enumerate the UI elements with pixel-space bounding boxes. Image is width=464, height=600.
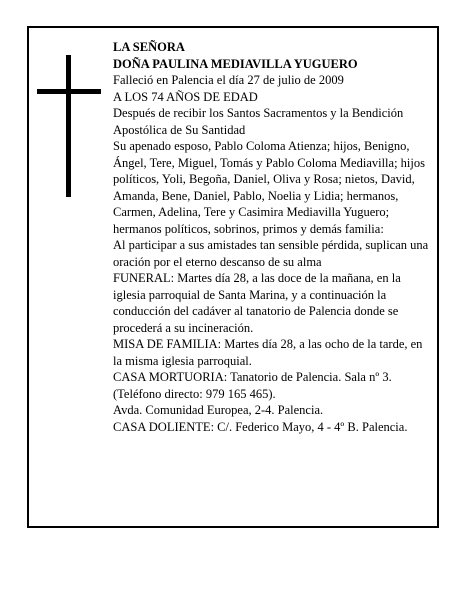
cross-icon: [66, 55, 71, 197]
notice-title: LA SEÑORA: [113, 40, 185, 54]
funeral-details: FUNERAL: Martes día 28, a las doce de la mañana, en la iglesia parroquial de Santa Marina, y a continuación la conducción del cadáver al tanatorio de Palencia donde se procederá a su incineración.: [113, 271, 401, 335]
obituary-text: [113, 39, 433, 435]
sacraments-statement: Después de recibir los Santos Sacramentos y la Bendición Apostólica de Su Santidad: [113, 106, 404, 137]
prayer-request: Al participar a sus amistades tan sensible pérdida, suplican una oración por el eterno descanso de su alma: [113, 238, 429, 269]
family-mass-details: MISA DE FAMILIA: Martes día 28, a las ocho de la tarde, en la misma iglesia parroquial.: [113, 337, 423, 368]
deceased-name: DOÑA PAULINA MEDIAVILLA YUGUERO: [113, 56, 358, 71]
age-statement: A LOS 74 AÑOS DE EDAD: [113, 89, 258, 104]
death-statement: Falleció en Palencia el día 27 de julio de 2009: [113, 73, 344, 87]
mortuary-details: CASA MORTUORIA: Tanatorio de Palencia. Sala nº 3. (Teléfono directo: 979 165 465).: [113, 370, 392, 401]
cross-icon-bar: [37, 89, 101, 94]
family-list: Su apenado esposo, Pablo Coloma Atienza; hijos, Benigno, Ángel, Tere, Miguel, Tomás y Pablo Coloma Mediavilla; hijos políticos, Yoli, Begoña, Daniel, Oliva y Rosa; nietos, David, Amanda, Bene, Daniel, Pablo, Noelia y Lidia; hermanos, Carmen, Adelina, Tere y Casimira Mediavilla Yuguero; hermanos políticos, sobrinos, primos y demás familia:: [113, 139, 425, 236]
mortuary-address: Avda. Comunidad Europea, 2-4. Palencia.: [113, 403, 324, 417]
grieving-house-details: CASA DOLIENTE: C/. Federico Mayo, 4 - 4º B. Palencia.: [113, 419, 408, 434]
